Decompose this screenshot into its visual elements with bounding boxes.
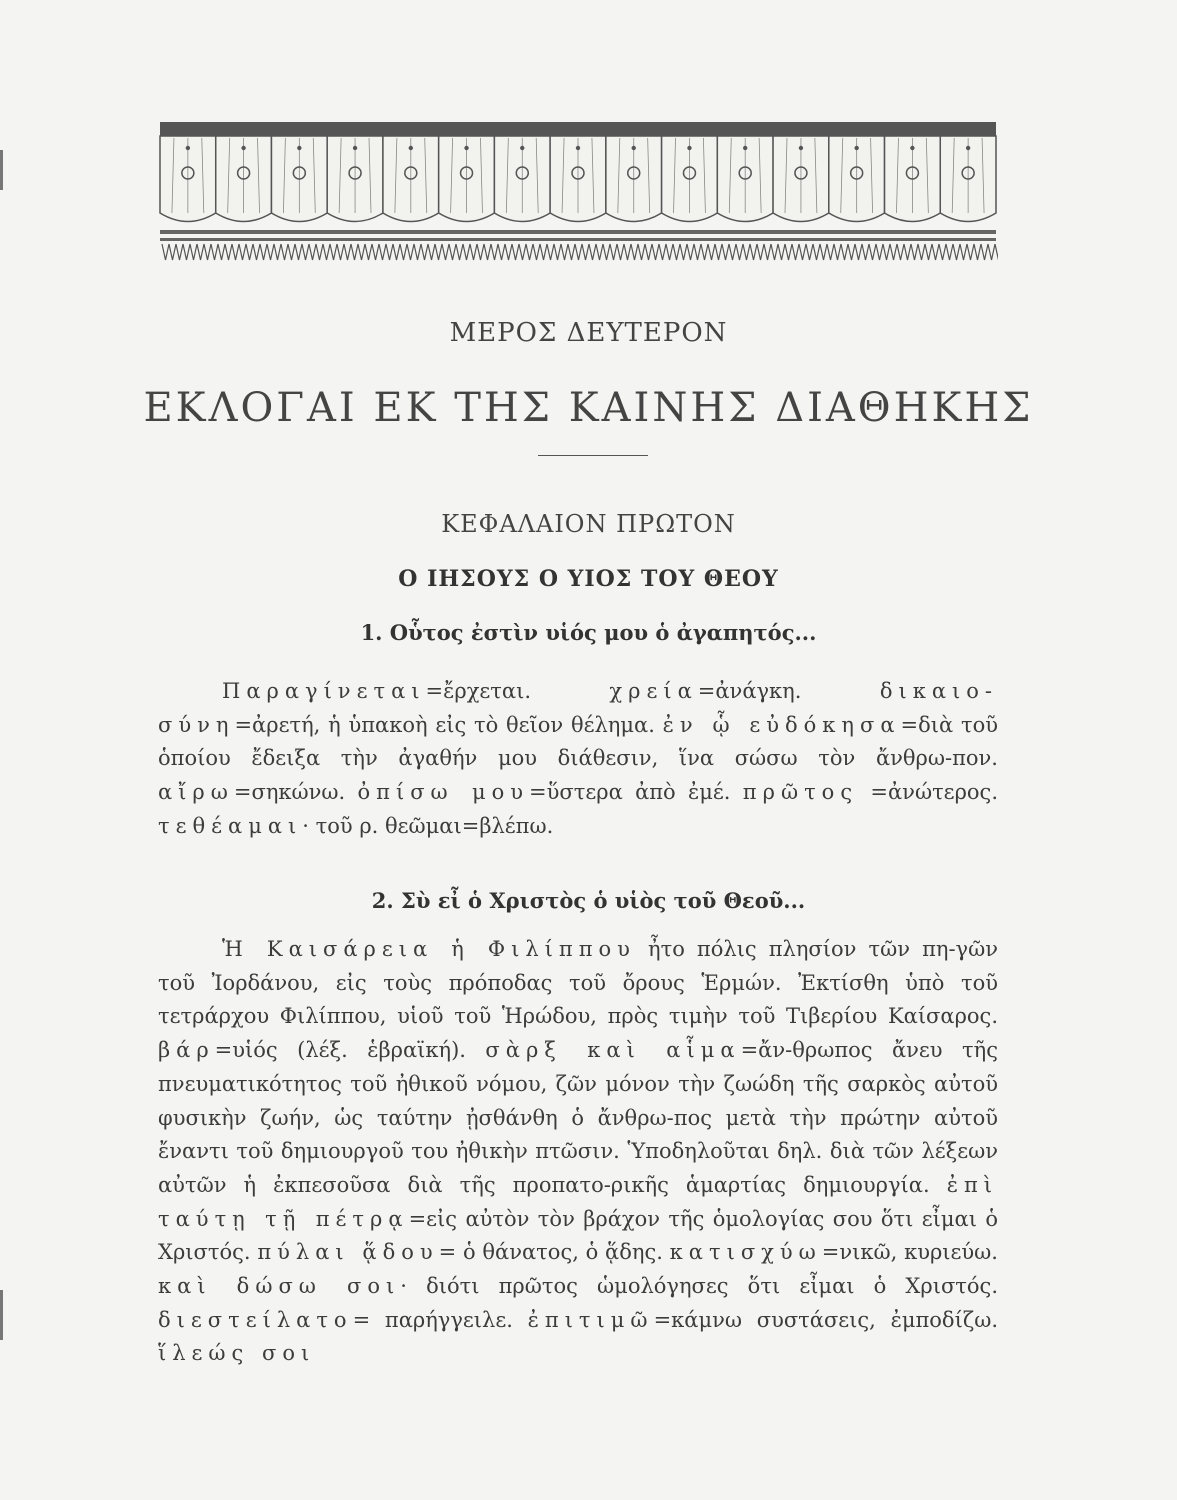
part-title: ΜΕΡΟΣ ΔΕΥΤΕΡΟΝ <box>449 318 728 348</box>
lemma-term: πρῶτος <box>742 780 859 805</box>
scan-edge-mark <box>0 150 3 190</box>
gloss-text: =ἀρετή, ἡ ὑπακοὴ εἰς τὸ θεῖον θέλημα. <box>234 712 663 737</box>
lemma-term: ἐπιτιμῶ <box>527 1307 654 1332</box>
passage-2-commentary <box>158 933 998 1371</box>
gloss-text: =ὕστερα ἀπὸ ἐμέ. <box>529 780 743 805</box>
lemma-term: πύλαι ᾅδου <box>257 1240 439 1265</box>
lemma-term: Ἡ Καισάρεια ἡ Φιλίππου <box>222 937 636 961</box>
lemma-term: δικαιο-σύνη <box>158 679 998 737</box>
gloss-text: =νικῶ, κυριεύω. <box>821 1240 998 1265</box>
lemma-term: ἵλεώς σοι <box>158 1341 316 1366</box>
gloss-text: = παρήγγειλε. <box>352 1307 528 1332</box>
gloss-text: =εἰς αὐτὸν τὸν βράχον τῆς ὁμολογίας σου ὅτι εἶμαι ὁ Χριστός. <box>158 1206 999 1265</box>
gloss-text: =ἀνάγκη. <box>697 679 880 703</box>
lemma-term: χρεία <box>609 679 698 703</box>
curtain-ornament-headpiece <box>158 118 998 268</box>
passage-1-heading: 1. Οὗτος ἐστὶν υἱός μου ὁ ἀγαπητός... <box>360 620 817 645</box>
gloss-text: =ἀνώτερος. <box>858 780 998 805</box>
lemma-term: αἴρω <box>158 780 234 805</box>
passage-2-heading: 2. Σὺ εἶ ὁ Χριστὸς ὁ υἱὸς τοῦ Θεοῦ... <box>371 888 806 913</box>
gloss-text: =ἄν-θρωπος ἄνευ τῆς πνευματικότητος τοῦ ἠθικοῦ νόμου, ζῶν μόνον τὴν ζωώδη τῆς σαρκὸς αὐτοῦ φυσικὴν ζωήν, ὡς ταύτην ᾐσθάνθη ὁ ἄνθρω-πος μετὰ τὴν πρώτην αὐτοῦ ἔναντι τοῦ δημιουργοῦ του ἠθικὴν πτῶσιν. Ὑποδηλοῦται δηλ. διὰ τῶν λέξεων αὐτῶν ἡ ἐκπεσοῦσα διὰ τῆς προπατο-ρικῆς ἁμαρτίας δημιουργία. <box>158 1038 998 1197</box>
gloss-text: ἦτο πόλις πλησίον τῶν πη-γῶν τοῦ Ἰορδάνου, εἰς τοὺς πρόποδας τοῦ ὄρους Ἑρμών. Ἐκτίσθη ὑπὸ τοῦ τετράρχου Φιλίππου, υἱοῦ τοῦ Ἡρώδου, πρὸς τιμὴν τοῦ Τιβερίου Καίσαρος. <box>158 937 998 1029</box>
gloss-text: · διότι πρῶτος ὡμολόγησες ὅτι εἶμαι ὁ Χριστός. <box>400 1274 998 1299</box>
gloss-text: =υἱός (λέξ. ἑβραϊκή). <box>214 1038 486 1063</box>
lemma-term: τεθέαμαι <box>158 813 303 838</box>
gloss-text: =σηκώνω. <box>233 780 358 805</box>
lemma-term: ὀπίσω μου <box>357 780 530 805</box>
lemma-term: σὰρξ καὶ αἷμα <box>485 1038 741 1063</box>
main-title: ΕΚΛΟΓΑΙ ΕΚ ΤΗΣ ΚΑΙΝΗΣ ΔΙΑΘΗΚΗΣ <box>143 385 1034 431</box>
chapter-title: ΚΕΦΑΛΑΙΟΝ ΠΡΩΤΟΝ <box>441 510 736 538</box>
gloss-text: · τοῦ ρ. θεῶμαι=βλέπω. <box>302 813 554 838</box>
lemma-term: καὶ δώσω σοι <box>158 1274 401 1299</box>
gloss-text: =κάμνω συστάσεις, ἐμποδίζω. <box>653 1307 998 1332</box>
lemma-term: κατισχύω <box>669 1240 822 1265</box>
title-divider <box>538 455 648 456</box>
lemma-term: ἐπὶ ταύτῃ τῇ πέτρᾳ <box>158 1172 998 1231</box>
gloss-text: =ἔρχεται. <box>425 679 610 703</box>
scan-edge-mark <box>0 1290 3 1340</box>
gloss-text: = ὁ θάνατος, ὁ ᾅδης. <box>438 1240 670 1265</box>
section-title: Ο ΙΗΣΟΥΣ Ο ΥΙΟΣ ΤΟΥ ΘΕΟΥ <box>398 566 779 592</box>
lemma-term: ἐν ᾧ εὐδόκησα <box>662 712 901 737</box>
passage-1-commentary <box>158 675 998 844</box>
lemma-term: διεστείλατο <box>158 1307 353 1332</box>
lemma-term: βάρ <box>158 1038 215 1063</box>
gloss-text: =διὰ τοῦ ὁποίου ἔδειξα τὴν ἀγαθήν μου διάθεσιν, ἵνα σώσω τὸν ἄνθρω-πον. <box>158 712 998 771</box>
lemma-term: Παραγίνεται <box>222 679 426 703</box>
